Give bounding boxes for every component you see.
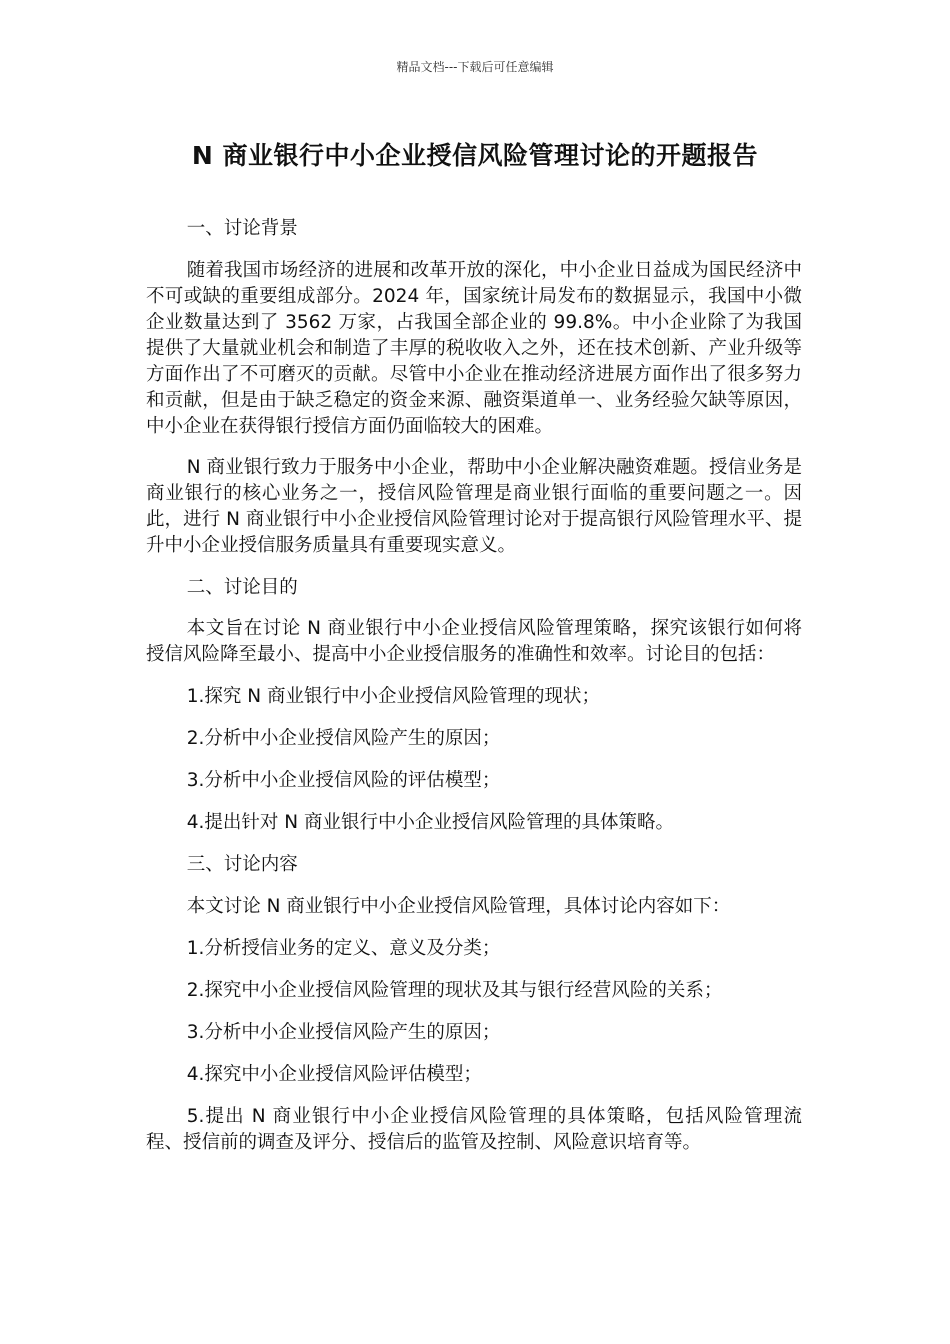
paragraph-content-intro: 本文讨论 N 商业银行中小企业授信风险管理，具体讨论内容如下： (186, 895, 731, 917)
section-heading-purpose: 二、讨论目的 (186, 576, 298, 598)
content-list-item: 5.提出 N 商业银行中小企业授信风险管理的具体策略，包括风险管理流程、授信前的调查及评分、授信后的监管及控制、风险意识培育等。 (146, 1105, 802, 1153)
content-list-item: 3.分析中小企业授信风险产生的原因； (186, 1021, 501, 1043)
content-list-item: 1.分析授信业务的定义、意义及分类； (186, 937, 501, 959)
paragraph-purpose-intro: 本文旨在讨论 N 商业银行中小企业授信风险管理策略，探究该银行如何将授信风险降至最小、提高中小企业授信服务的准确性和效率。讨论目的包括： (146, 618, 802, 665)
purpose-list-item: 2.分析中小企业授信风险产生的原因； (186, 727, 501, 749)
purpose-list-item: 1.探究 N 商业银行中小企业授信风险管理的现状； (186, 685, 600, 707)
document-title: N 商业银行中小企业授信风险管理讨论的开题报告 (191, 141, 759, 170)
content-list-item: 4.探究中小企业授信风险评估模型； (186, 1063, 482, 1085)
purpose-list-item: 4.提出针对 N 商业银行中小企业授信风险管理的具体策略。 (186, 811, 674, 833)
section-heading-background: 一、讨论背景 (186, 218, 298, 239)
content-list-item: 2.探究中小企业授信风险管理的现状及其与银行经营风险的关系； (186, 979, 723, 1001)
section-heading-content: 三、讨论内容 (186, 853, 298, 875)
page-header-note: 精品文档---下载后可任意编辑 (396, 60, 554, 74)
purpose-list-item: 3.分析中小企业授信风险的评估模型； (186, 769, 501, 791)
paragraph-background-1: 随着我国市场经济的进展和改革开放的深化，中小企业日益成为国民经济中不可或缺的重要组成部分。2024 年，国家统计局发布的数据显示，我国中小微企业数量达到了 3562 万家，占我国全部企业的 99.8%。中小企业除了为我国提供了大量就业机会和制造了丰厚的税收收入之外，还在技术创新、产业升级等方面作出了不可磨灭的贡献。尽管中小企业在推动经济进展方面作出了很多努力和贡献，但是由于缺乏稳定的资金来源、融资渠道单一、业务经验欠缺等原因，中小企业在获得银行授信方面仍面临较大的困难。 (146, 259, 802, 437)
document-body (146, 216, 802, 1172)
paragraph-background-2: N 商业银行致力于服务中小企业，帮助中小企业解决融资难题。授信业务是商业银行的核心业务之一，授信风险管理是商业银行面临的重要问题之一。因此，进行 N 商业银行中小企业授信风险管理讨论对于提高银行风险管理水平、提升中小企业授信服务质量具有重要现实意义。 (146, 457, 802, 556)
